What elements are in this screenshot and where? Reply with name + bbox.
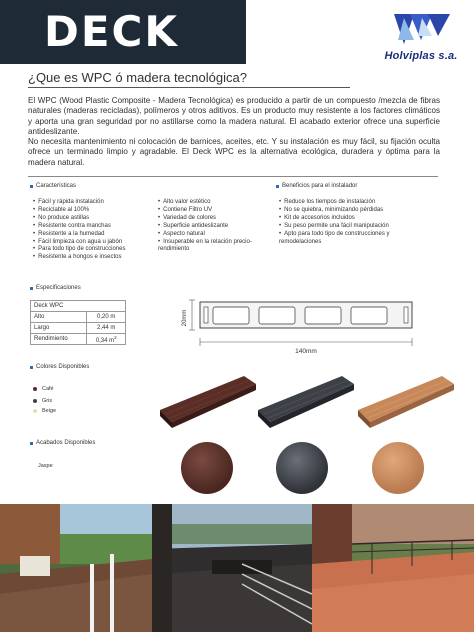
table-cell-value: 0,34 $m^2$: [87, 334, 126, 345]
holviplas-logo-icon: [388, 10, 452, 46]
finish-label: Jaspe: [38, 463, 53, 469]
list-item: • Resistente a hongos e insectos: [33, 254, 139, 262]
bullet-square-icon: [276, 185, 279, 188]
list-item: • Apto para todo tipo de construcciones y remodelaciones: [279, 231, 429, 247]
list-item: • Reduce los tiempos de instalación: [279, 199, 429, 207]
list-item: • Resistente a la humedad: [33, 231, 139, 239]
swatch-cafe-image: [181, 442, 233, 494]
color-item-beige: Beige: [33, 408, 56, 414]
list-item: • No produce astillas: [33, 215, 139, 223]
bullet-square-icon: [30, 287, 33, 290]
board-cafe-image: [152, 372, 262, 430]
deck-profile-drawing: [180, 298, 420, 358]
colors-heading: Colores Disponibles: [30, 364, 89, 370]
table-row: [31, 312, 126, 323]
table-cell-value: 0,20 m: [87, 312, 126, 323]
table-title: Deck WPC: [31, 301, 126, 312]
table-row: [31, 323, 126, 334]
list-item: • Resistente contra manchas: [33, 223, 139, 231]
features-list-2: [158, 199, 258, 254]
color-item-gris: Gris: [33, 398, 52, 404]
profile-height-label: 20mm: [182, 309, 188, 327]
brand-logo: [378, 10, 464, 66]
list-item: • Alto valor estético: [158, 199, 258, 207]
table-cell-label: Largo: [31, 323, 87, 334]
bullet-square-icon: [30, 366, 33, 369]
list-item: • Contiene Filtro UV: [158, 207, 258, 215]
list-item: • No se quiebra, minimizando pérdidas: [279, 207, 429, 215]
list-item: • Aspecto natural: [158, 231, 258, 239]
features-list-1: [33, 199, 139, 262]
divider: [28, 87, 350, 88]
table-row: [31, 334, 126, 345]
divider: [28, 176, 438, 177]
board-beige-image: [350, 372, 460, 430]
header-banner: [0, 0, 246, 64]
intro-paragraph-1: El WPC (Wood Plastic Composite - Madera Tecnológica) es producido a partir de un compuesto /mezcla de fibras naturales (maderas recicladas), polímeros y otros aditivos. Es un producto muy resistente a los factores climáticos y aporta una gran seguridad por no astillarse como la madera natural. El acabado exterior ofrece una superficie antideslizante.: [28, 96, 440, 136]
features-heading: Características: [30, 183, 76, 189]
table-cell-value: 2,44 m: [87, 323, 126, 334]
list-item: • Insuperable en la relación precio-rendimiento: [158, 239, 258, 255]
finishes-heading: Acabados Disponibles: [30, 440, 95, 446]
list-item: • Variedad de colores: [158, 215, 258, 223]
list-item: • Fácil limpieza con agua u jabón: [33, 239, 139, 247]
photo-deck-terrace: [152, 504, 312, 632]
color-dot-icon: [33, 387, 37, 391]
page-title-deck: DECK: [44, 7, 179, 56]
list-item: • Para todo tipo de construcciones: [33, 246, 139, 254]
color-item-cafe: Café: [33, 386, 54, 392]
table-cell-label: Rendimiento: [31, 334, 87, 345]
specs-table: [30, 300, 126, 345]
intro-text: [28, 96, 440, 168]
photo-deck-balcony: [312, 504, 474, 632]
table-row: [31, 301, 126, 312]
section-title: ¿Que es WPC ó madera tecnológica?: [28, 70, 247, 85]
photo-deck-garden: [0, 504, 152, 632]
color-dot-icon: [33, 409, 37, 413]
table-cell-label: Alto: [31, 312, 87, 323]
benefits-list: [279, 199, 429, 246]
swatch-gris-image: [276, 442, 328, 494]
board-gris-image: [250, 372, 360, 430]
list-item: • Su peso permite una fácil manipulación: [279, 223, 429, 231]
list-item: • Superficie antideslizante: [158, 223, 258, 231]
specs-heading: Especificaciones: [30, 285, 81, 291]
bullet-square-icon: [30, 442, 33, 445]
list-item: • Kit de accesorios incluidos: [279, 215, 429, 223]
list-item: • Reciclable al 100%: [33, 207, 139, 215]
list-item: • Fácil y rápida instalación: [33, 199, 139, 207]
color-dot-icon: [33, 399, 37, 403]
intro-paragraph-2: No necesita mantenimiento ni colocación de barnices, aceites, etc. Y su instalación es muy fácil, su fijación oculta ofrece un terminado limpio y agradable. El Deck WPC es la alternativa ecológica, duradera y óptima para la madera natural.: [28, 137, 440, 167]
profile-width-label: 140mm: [295, 348, 317, 355]
benefits-heading: Beneficios para el instalador: [276, 183, 357, 189]
bullet-square-icon: [30, 185, 33, 188]
swatch-beige-image: [372, 442, 424, 494]
brand-name: Holviplas s.a.: [384, 50, 458, 62]
